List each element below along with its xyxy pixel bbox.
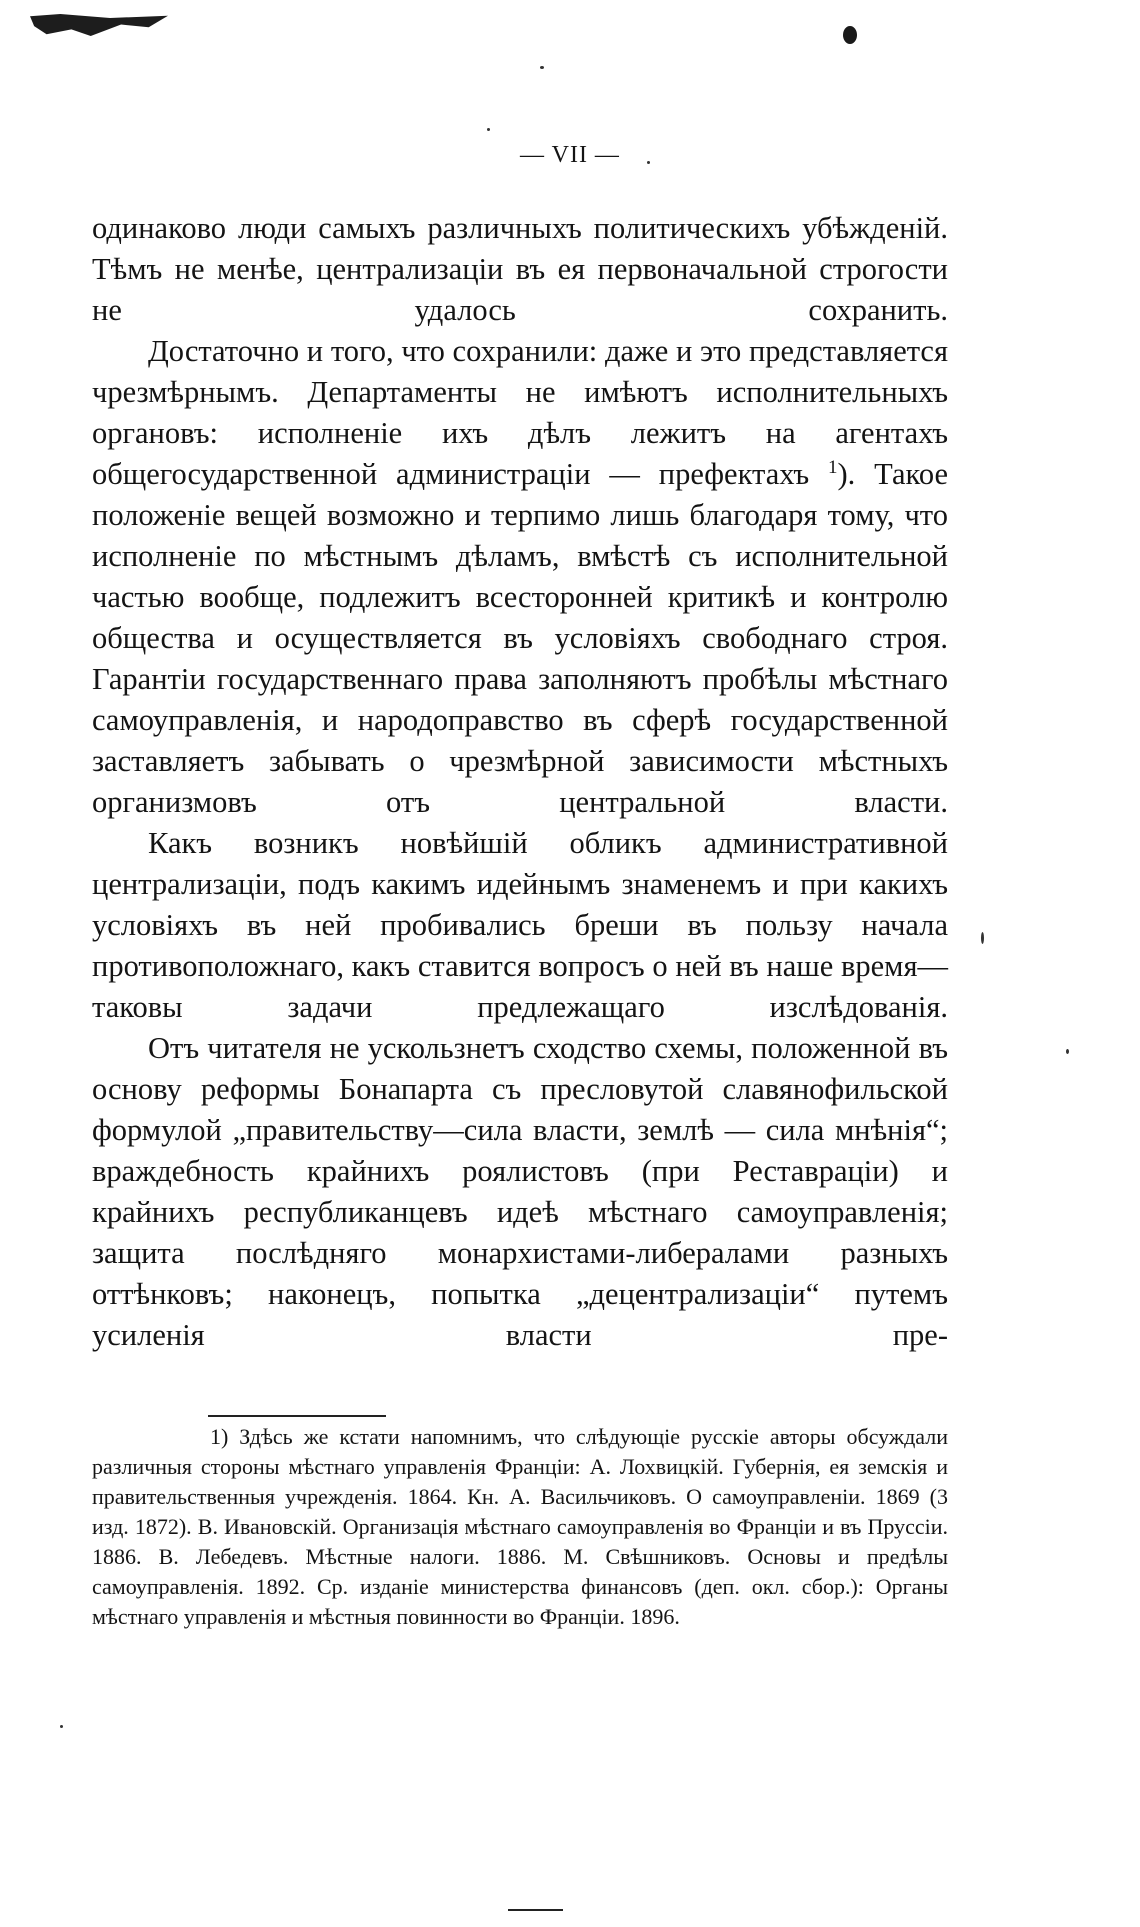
paragraph-3: Какъ возникъ новѣйшій обликъ административной централизаціи, подъ какимъ идейнымъ знаменемъ и при какихъ условіяхъ въ ней пробивались бреши въ пользу начала противоположнаго, какъ ставится вопросъ о ней въ наше время—таковы задачи предлежащаго изслѣдованія. <box>92 826 948 1024</box>
footnote: 1) Здѣсь же кстати напомнимъ, что слѣдующіе русскіе авторы обсуждали различныя стороны мѣстнаго управленія Франціи: А. Лохвицкій. Губернія, ея земскія и правительственныя учрежденія. 1864. Кн. А. Васильчиковъ. О самоуправленіи. 1869 (3 изд. 1872). В. Ивановскій. Организація мѣстнаго самоуправленія во Франціи и въ Пруссіи. 1886. В. Лебедевъ. Мѣстные налоги. 1886. М. Свѣшниковъ. Основы и предѣлы самоуправленія. 1892. Ср. изданіе министерства финансовъ (деп. окл. сбор.): Органы мѣстнаго управленія и мѣстныя повинности во Франціи. 1896. <box>92 1424 948 1629</box>
ink-dot-mark <box>843 26 857 44</box>
scan-speck <box>60 1725 63 1728</box>
scan-speck <box>1066 1049 1069 1054</box>
scan-speck <box>487 128 490 131</box>
paragraph-1: одинаково люди самыхъ различныхъ политическихъ убѣжденій. Тѣмъ не менѣе, централизаціи въ ея первоначальной строгости не удалось сохранить. <box>92 211 948 327</box>
bottom-rule <box>508 1909 563 1911</box>
page-number: — VII — <box>520 142 620 168</box>
ink-blot-mark <box>30 14 168 36</box>
footnote-divider <box>208 1415 386 1417</box>
scan-speck <box>540 66 544 69</box>
paragraph-4: Отъ читателя не ускользнетъ сходство схемы, положенной въ основу реформы Бонапарта съ пресловутой славянофильской формулой „правительству—сила власти, землѣ — сила мнѣнія“; враждебность крайнихъ роялистовъ (при Реставраціи) и крайнихъ республиканцевъ идеѣ мѣстнаго самоуправленія; защита послѣдняго монархистами-либералами разныхъ оттѣнковъ; наконецъ, попытка „децентрализаціи“ путемъ усиленія власти пре- <box>92 1031 948 1352</box>
footnote-reference: 1 <box>827 456 838 478</box>
body-text <box>92 208 948 1356</box>
paragraph-2: Достаточно и того, что сохранили: даже и это представляется чрезмѣрнымъ. Департаменты не имѣютъ исполнительныхъ органовъ: исполненіе ихъ дѣлъ лежитъ на агентахъ общегосударственной администраціи — префектахъ $^1$). Такое положеніе вещей возможно и терпимо лишь благодаря тому, что исполненіе по мѣстнымъ дѣламъ, вмѣстѣ съ исполнительной частью вообще, подлежитъ всесторонней критикѣ и контролю общества и осуществляется въ условіяхъ свободнаго строя. Гарантіи государственнаго права заполняютъ пробѣлы мѣстнаго самоуправленія, и народоправство въ сферѣ государственной заставляетъ забывать о чрезмѣрной зависимости мѣстныхъ организмовъ отъ центральной власти. <box>92 334 948 819</box>
scan-speck <box>981 932 984 944</box>
